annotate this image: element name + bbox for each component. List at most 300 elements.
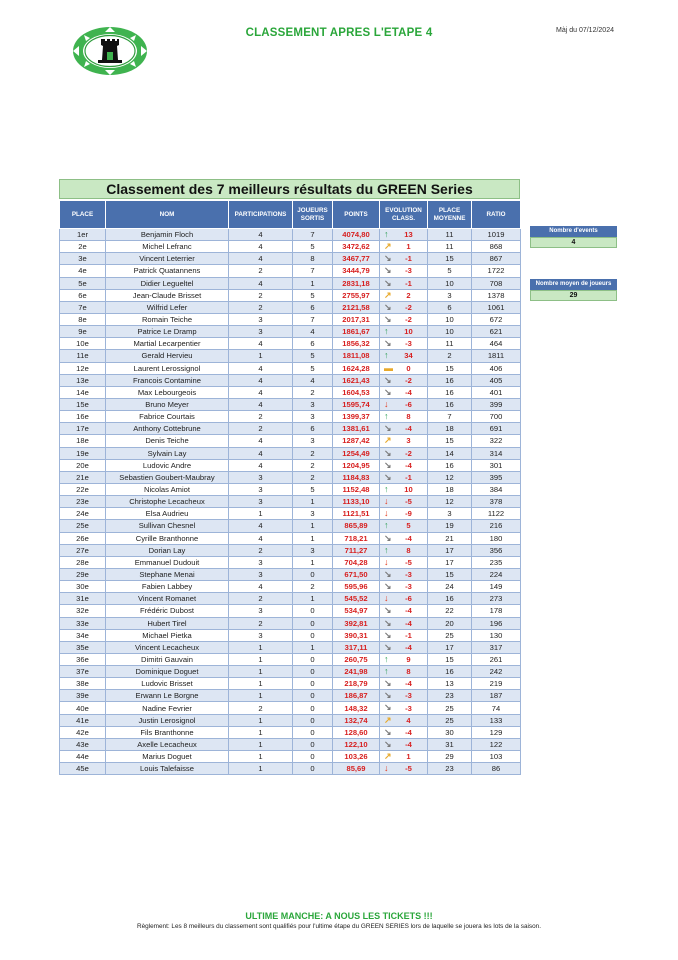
cell-participations: 1	[229, 508, 293, 520]
trend-down-right-arrow-icon: ↘	[384, 338, 392, 349]
table-row	[60, 374, 521, 386]
cell-points: 1287,42	[333, 435, 380, 447]
trend-up-right-arrow-icon: ↗	[384, 289, 392, 300]
evolution-value: 8	[406, 667, 411, 677]
cell-place: 22e	[60, 483, 106, 495]
cell-ratio: 399	[472, 398, 521, 410]
cell-points: 3444,79	[333, 265, 380, 277]
cell-points: 1121,51	[333, 508, 380, 520]
cell-name: Gerald Hervieu	[106, 350, 229, 362]
table-row	[60, 265, 521, 277]
trend-up-arrow-icon: ↑	[384, 229, 389, 239]
evolution-value: 8	[406, 545, 411, 555]
evolution-value: -4	[405, 533, 412, 543]
cell-ratio: 868	[472, 241, 521, 253]
cell-name: Fabrice Courtais	[106, 411, 229, 423]
cell-name: Sylvain Lay	[106, 447, 229, 459]
cell-name: Bruno Meyer	[106, 398, 229, 410]
cell-points: 1621,43	[333, 374, 380, 386]
trend-down-right-arrow-icon: ↘	[384, 629, 392, 640]
ranking-body	[60, 229, 521, 775]
cell-players-out: 8	[293, 253, 333, 265]
cell-players-out: 3	[293, 544, 333, 556]
cell-players-out: 5	[293, 362, 333, 374]
trend-up-arrow-icon: ↑	[384, 350, 389, 361]
cell-points: 1152,48	[333, 483, 380, 495]
cell-points: 2121,58	[333, 301, 380, 313]
cell-participations: 2	[229, 423, 293, 435]
trend-up-arrow-icon: ↑	[384, 544, 389, 555]
cell-participations: 4	[229, 520, 293, 532]
cell-place: 39e	[60, 690, 106, 702]
cell-average-place: 25	[428, 629, 472, 641]
cell-players-out: 0	[293, 714, 333, 726]
evolution-value: -4	[405, 642, 412, 652]
table-row	[60, 313, 521, 325]
cell-players-out: 0	[293, 763, 333, 775]
trend-down-right-arrow-icon: ↘	[384, 641, 392, 652]
table-row	[60, 556, 521, 568]
evolution-value: 10	[404, 327, 413, 337]
cell-participations: 2	[229, 289, 293, 301]
evolution-value: -3	[405, 339, 412, 349]
cell-players-out: 0	[293, 751, 333, 763]
evolution-value: 8	[406, 412, 411, 422]
table-row	[60, 229, 521, 241]
cell-place: 36e	[60, 653, 106, 665]
cell-ratio: 672	[472, 313, 521, 325]
cell-place: 40e	[60, 702, 106, 714]
table-row	[60, 544, 521, 556]
cell-players-out: 3	[293, 411, 333, 423]
cell-participations: 4	[229, 229, 293, 241]
cell-participations: 2	[229, 301, 293, 313]
cell-place: 25e	[60, 520, 106, 532]
cell-average-place: 18	[428, 423, 472, 435]
cell-evolution	[380, 714, 428, 726]
evolution-value: -5	[405, 497, 412, 507]
cell-name: Fabien Labbey	[106, 581, 229, 593]
cell-name: Benjamin Floch	[106, 229, 229, 241]
cell-ratio: 129	[472, 726, 521, 738]
cell-participations: 4	[229, 447, 293, 459]
cell-points: 595,96	[333, 581, 380, 593]
trend-down-right-arrow-icon: ↘	[384, 678, 392, 689]
evolution-value: -2	[405, 375, 412, 385]
cell-name: Vincent Romanet	[106, 593, 229, 605]
cell-ratio: 122	[472, 738, 521, 750]
cell-name: Patrick Quatannens	[106, 265, 229, 277]
cell-place: 45e	[60, 763, 106, 775]
cell-average-place: 10	[428, 326, 472, 338]
cell-evolution	[380, 702, 428, 714]
cell-points: 4074,80	[333, 229, 380, 241]
cell-place: 14e	[60, 386, 106, 398]
table-row	[60, 726, 521, 738]
cell-points: 1133,10	[333, 496, 380, 508]
cell-players-out: 0	[293, 629, 333, 641]
cell-place: 41e	[60, 714, 106, 726]
cell-evolution	[380, 459, 428, 471]
cell-average-place: 22	[428, 605, 472, 617]
cell-name: Christophe Lecacheux	[106, 496, 229, 508]
cell-average-place: 16	[428, 374, 472, 386]
cell-evolution	[380, 241, 428, 253]
cell-average-place: 10	[428, 277, 472, 289]
trend-down-right-arrow-icon: ↘	[384, 532, 392, 543]
cell-participations: 3	[229, 556, 293, 568]
cell-evolution	[380, 338, 428, 350]
trend-down-right-arrow-icon: ↘	[384, 447, 392, 458]
table-row	[60, 520, 521, 532]
cell-average-place: 2	[428, 350, 472, 362]
table-row	[60, 751, 521, 763]
cell-points: 122,10	[333, 738, 380, 750]
trend-down-right-arrow-icon: ↘	[384, 386, 392, 397]
cell-evolution	[380, 678, 428, 690]
table-row	[60, 666, 521, 678]
trend-down-right-arrow-icon: ↘	[384, 726, 392, 737]
cell-points: 534,97	[333, 605, 380, 617]
cell-name: Vincent Leterrier	[106, 253, 229, 265]
table-row	[60, 678, 521, 690]
page-title: CLASSEMENT APRES L'ETAPE 4	[245, 27, 433, 39]
evolution-value: -4	[405, 679, 412, 689]
cell-ratio: 691	[472, 423, 521, 435]
cell-players-out: 0	[293, 726, 333, 738]
cell-ratio: 317	[472, 641, 521, 653]
cell-points: 545,52	[333, 593, 380, 605]
cell-average-place: 30	[428, 726, 472, 738]
cell-average-place: 10	[428, 313, 472, 325]
cell-average-place: 16	[428, 398, 472, 410]
evolution-value: -6	[405, 594, 412, 604]
cell-average-place: 6	[428, 301, 472, 313]
cell-players-out: 0	[293, 738, 333, 750]
cell-players-out: 1	[293, 277, 333, 289]
cell-participations: 2	[229, 617, 293, 629]
cell-points: 1604,53	[333, 386, 380, 398]
table-row	[60, 483, 521, 495]
cell-average-place: 11	[428, 338, 472, 350]
cell-players-out: 1	[293, 496, 333, 508]
trend-down-right-arrow-icon: ↘	[384, 568, 392, 579]
cell-participations: 4	[229, 435, 293, 447]
trend-down-right-arrow-icon: ↘	[384, 702, 392, 713]
cell-points: 718,21	[333, 532, 380, 544]
cell-participations: 2	[229, 593, 293, 605]
evolution-value: 2	[406, 290, 411, 300]
cell-participations: 1	[229, 666, 293, 678]
evolution-value: -9	[405, 509, 412, 519]
cell-evolution	[380, 763, 428, 775]
cell-place: 37e	[60, 666, 106, 678]
trend-down-arrow-icon: ↓	[384, 496, 389, 507]
cell-name: Nicolas Amiot	[106, 483, 229, 495]
cell-evolution	[380, 629, 428, 641]
table-row	[60, 301, 521, 313]
cell-evolution	[380, 496, 428, 508]
evolution-value: 1	[406, 752, 411, 762]
cell-points: 711,27	[333, 544, 380, 556]
cell-average-place: 16	[428, 666, 472, 678]
trend-down-arrow-icon: ↓	[384, 398, 389, 409]
cell-participations: 4	[229, 253, 293, 265]
cell-players-out: 7	[293, 265, 333, 277]
cell-participations: 1	[229, 350, 293, 362]
evolution-value: 1	[406, 242, 411, 252]
cell-name: Elsa Audrieu	[106, 508, 229, 520]
cell-ratio: 219	[472, 678, 521, 690]
cell-place: 33e	[60, 617, 106, 629]
cell-ratio: 74	[472, 702, 521, 714]
cell-players-out: 1	[293, 641, 333, 653]
cell-ratio: 406	[472, 362, 521, 374]
cell-players-out: 3	[293, 398, 333, 410]
table-row	[60, 763, 521, 775]
cell-players-out: 7	[293, 229, 333, 241]
cell-points: 2831,18	[333, 277, 380, 289]
column-header-points: POINTS	[333, 201, 380, 229]
cell-average-place: 12	[428, 471, 472, 483]
cell-average-place: 17	[428, 641, 472, 653]
cell-evolution	[380, 447, 428, 459]
cell-evolution	[380, 690, 428, 702]
cell-players-out: 0	[293, 678, 333, 690]
cell-average-place: 7	[428, 411, 472, 423]
evolution-value: -4	[405, 460, 412, 470]
cell-place: 2e	[60, 241, 106, 253]
cell-ratio: 133	[472, 714, 521, 726]
cell-players-out: 2	[293, 459, 333, 471]
cell-participations: 1	[229, 738, 293, 750]
cell-name: Patrice Le Dramp	[106, 326, 229, 338]
cell-evolution	[380, 641, 428, 653]
cell-players-out: 1	[293, 520, 333, 532]
cell-evolution	[380, 435, 428, 447]
cell-average-place: 16	[428, 459, 472, 471]
cell-average-place: 19	[428, 520, 472, 532]
trend-down-arrow-icon: ↓	[384, 556, 389, 567]
cell-place: 26e	[60, 532, 106, 544]
cell-players-out: 2	[293, 386, 333, 398]
cell-place: 1er	[60, 229, 106, 241]
cell-name: Erwann Le Borgne	[106, 690, 229, 702]
cell-participations: 1	[229, 653, 293, 665]
cell-name: Sebastien Goubert-Maubray	[106, 471, 229, 483]
cell-average-place: 16	[428, 593, 472, 605]
cell-ratio: 1378	[472, 289, 521, 301]
table-row	[60, 641, 521, 653]
cell-players-out: 1	[293, 593, 333, 605]
cell-participations: 4	[229, 277, 293, 289]
cell-ratio: 1722	[472, 265, 521, 277]
cell-points: 132,74	[333, 714, 380, 726]
table-header-row	[60, 201, 521, 229]
cell-players-out: 0	[293, 666, 333, 678]
cell-ratio: 322	[472, 435, 521, 447]
cell-players-out: 3	[293, 435, 333, 447]
cell-ratio: 130	[472, 629, 521, 641]
cell-name: Didier Legueltel	[106, 277, 229, 289]
cell-average-place: 25	[428, 702, 472, 714]
cell-average-place: 15	[428, 435, 472, 447]
cell-points: 865,89	[333, 520, 380, 532]
cell-ratio: 378	[472, 496, 521, 508]
cell-average-place: 21	[428, 532, 472, 544]
footer-title: ULTIME MANCHE: A NOUS LES TICKETS !!!	[245, 911, 433, 921]
cell-players-out: 4	[293, 374, 333, 386]
cell-ratio: 314	[472, 447, 521, 459]
cell-participations: 3	[229, 568, 293, 580]
cell-name: Marius Doguet	[106, 751, 229, 763]
cell-place: 4e	[60, 265, 106, 277]
cell-ratio: 149	[472, 581, 521, 593]
trend-up-arrow-icon: ↑	[384, 326, 389, 337]
cell-players-out: 0	[293, 653, 333, 665]
cell-points: 317,11	[333, 641, 380, 653]
cell-participations: 1	[229, 690, 293, 702]
table-row	[60, 605, 521, 617]
cell-place: 28e	[60, 556, 106, 568]
cell-points: 85,69	[333, 763, 380, 775]
cell-ratio: 1122	[472, 508, 521, 520]
trend-up-right-arrow-icon: ↗	[384, 714, 392, 725]
cell-average-place: 31	[428, 738, 472, 750]
evolution-value: 5	[406, 521, 411, 531]
cell-average-place: 23	[428, 763, 472, 775]
cell-participations: 4	[229, 374, 293, 386]
update-date: Màj du 07/12/2024	[556, 27, 614, 34]
cell-evolution	[380, 483, 428, 495]
average-players-value: 29	[530, 290, 617, 301]
cell-participations: 3	[229, 313, 293, 325]
cell-name: Ludovic Andre	[106, 459, 229, 471]
column-header-evolution: EVOLUTION CLASS.	[380, 201, 428, 229]
cell-evolution	[380, 374, 428, 386]
cell-name: Louis Talefaisse	[106, 763, 229, 775]
cell-name: Hubert Tirel	[106, 617, 229, 629]
cell-participations: 3	[229, 605, 293, 617]
evolution-value: -4	[405, 727, 412, 737]
cell-points: 218,79	[333, 678, 380, 690]
cell-name: Dorian Lay	[106, 544, 229, 556]
cell-average-place: 11	[428, 241, 472, 253]
cell-participations: 3	[229, 326, 293, 338]
cell-name: Axelle Lecacheux	[106, 738, 229, 750]
cell-evolution	[380, 423, 428, 435]
evolution-value: 9	[406, 654, 411, 664]
cell-name: Francois Contamine	[106, 374, 229, 386]
cell-points: 671,50	[333, 568, 380, 580]
cell-evolution	[380, 301, 428, 313]
cell-players-out: 6	[293, 301, 333, 313]
cell-ratio: 242	[472, 666, 521, 678]
trend-down-right-arrow-icon: ↘	[384, 617, 392, 628]
cell-points: 1381,61	[333, 423, 380, 435]
evolution-value: -4	[405, 606, 412, 616]
evolution-value: -3	[405, 691, 412, 701]
cell-place: 35e	[60, 641, 106, 653]
cell-ratio: 196	[472, 617, 521, 629]
cell-place: 13e	[60, 374, 106, 386]
cell-place: 9e	[60, 326, 106, 338]
cell-place: 5e	[60, 277, 106, 289]
cell-name: Vincent Lecacheux	[106, 641, 229, 653]
trend-down-right-arrow-icon: ↘	[384, 253, 392, 264]
cell-ratio: 401	[472, 386, 521, 398]
cell-evolution	[380, 726, 428, 738]
cell-average-place: 3	[428, 508, 472, 520]
evolution-value: 34	[404, 351, 413, 361]
trend-down-right-arrow-icon: ↘	[384, 605, 392, 616]
cell-evolution	[380, 350, 428, 362]
table-row	[60, 277, 521, 289]
cell-name: Max Lebourgeois	[106, 386, 229, 398]
trend-down-arrow-icon: ↓	[384, 593, 389, 604]
table-row	[60, 386, 521, 398]
cell-participations: 2	[229, 265, 293, 277]
cell-participations: 4	[229, 241, 293, 253]
cell-evolution	[380, 653, 428, 665]
cell-points: 3467,77	[333, 253, 380, 265]
table-row	[60, 459, 521, 471]
evolution-value: -4	[405, 739, 412, 749]
cell-points: 186,87	[333, 690, 380, 702]
cell-place: 12e	[60, 362, 106, 374]
cell-average-place: 3	[428, 289, 472, 301]
table-row	[60, 581, 521, 593]
cell-evolution	[380, 593, 428, 605]
cell-evolution	[380, 666, 428, 678]
cell-name: Laurent Lerossignol	[106, 362, 229, 374]
table-row	[60, 423, 521, 435]
cell-ratio: 384	[472, 483, 521, 495]
evolution-value: -4	[405, 618, 412, 628]
evolution-value: -2	[405, 315, 412, 325]
table-row	[60, 568, 521, 580]
cell-ratio: 180	[472, 532, 521, 544]
table-row	[60, 702, 521, 714]
cell-points: 103,26	[333, 751, 380, 763]
cell-points: 1204,95	[333, 459, 380, 471]
trend-down-right-arrow-icon: ↘	[384, 277, 392, 288]
cell-place: 21e	[60, 471, 106, 483]
evolution-value: 0	[406, 363, 411, 373]
cell-name: Sullivan Chesnel	[106, 520, 229, 532]
table-row	[60, 411, 521, 423]
cell-ratio: 103	[472, 751, 521, 763]
cell-players-out: 0	[293, 690, 333, 702]
events-count-value: 4	[530, 237, 617, 248]
cell-place: 27e	[60, 544, 106, 556]
cell-average-place: 23	[428, 690, 472, 702]
cell-ratio: 708	[472, 277, 521, 289]
cell-participations: 4	[229, 386, 293, 398]
cell-place: 42e	[60, 726, 106, 738]
evolution-value: -1	[405, 278, 412, 288]
table-row	[60, 398, 521, 410]
evolution-value: -5	[405, 764, 412, 774]
cell-players-out: 0	[293, 568, 333, 580]
cell-name: Nadine Fevrier	[106, 702, 229, 714]
cell-ratio: 178	[472, 605, 521, 617]
cell-average-place: 14	[428, 447, 472, 459]
column-header-participations: PARTICIPATIONS	[229, 201, 293, 229]
cell-average-place: 5	[428, 265, 472, 277]
trend-up-arrow-icon: ↑	[384, 483, 389, 494]
cell-evolution	[380, 617, 428, 629]
